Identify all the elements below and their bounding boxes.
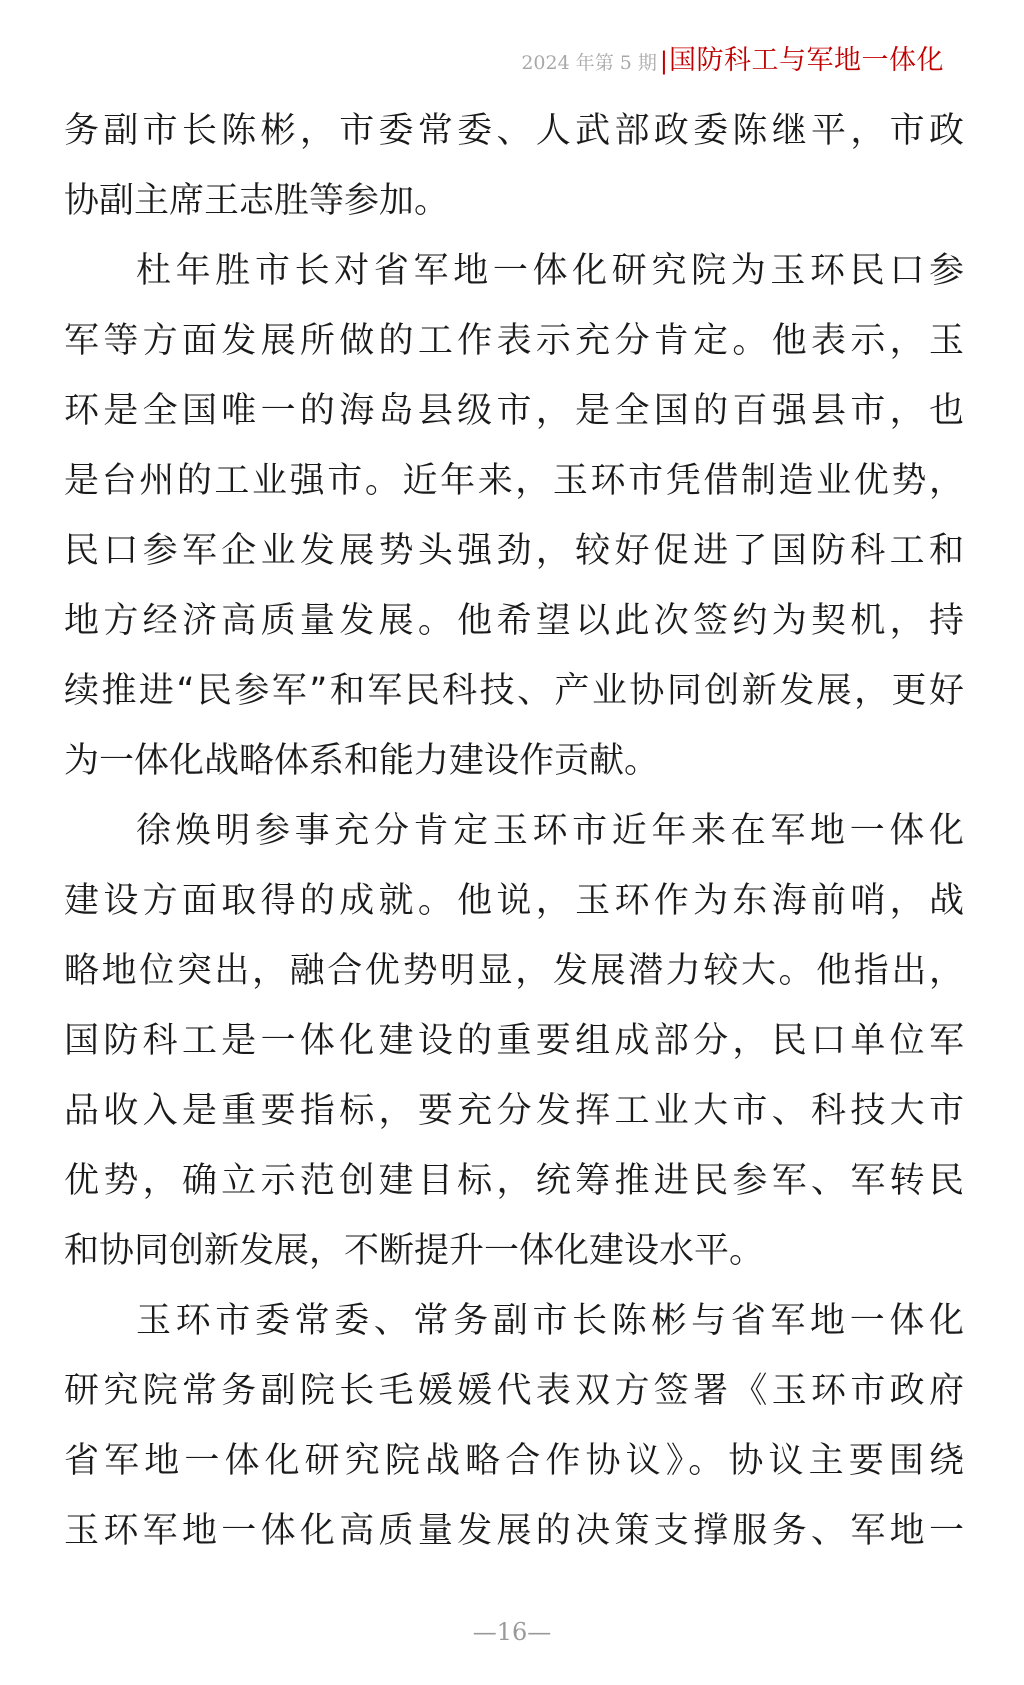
text-line: 研究院常务副院长毛媛媛代表双方签署《玉环市政府 bbox=[64, 1371, 964, 1411]
text-line: 协副主席王志胜等参加。 bbox=[64, 181, 450, 221]
journal-title: 国防科工与军地一体化 bbox=[669, 45, 944, 76]
text-line: 地方经济高质量发展。他希望以此次签约为契机，持 bbox=[64, 601, 964, 641]
text-line: 玉环市委常委、常务副市长陈彬与省军地一体化 bbox=[136, 1301, 964, 1341]
header-separator: | bbox=[659, 47, 668, 75]
text-line: 徐焕明参事充分肯定玉环市近年来在军地一体化 bbox=[136, 811, 964, 851]
text-line: 和协同创新发展，不断提升一体化建设水平。 bbox=[64, 1231, 765, 1271]
issue-label: 2024 年第 5 期 bbox=[521, 52, 657, 74]
text-line: 玉环军地一体化高质量发展的决策支撑服务、军地一 bbox=[64, 1511, 964, 1551]
text-line: 略地位突出，融合优势明显，发展潜力较大。他指出， bbox=[64, 951, 964, 991]
text-line: 务副市长陈彬，市委常委、人武部政委陈继平，市政 bbox=[64, 111, 964, 151]
text-line: 续推进“民参军”和军民科技、产业协同创新发展，更好 bbox=[64, 671, 964, 711]
text-line: 建设方面取得的成就。他说，玉环作为东海前哨，战 bbox=[64, 881, 964, 921]
text-line: 品收入是重要指标，要充分发挥工业大市、科技大市 bbox=[64, 1091, 964, 1131]
text-line: 杜年胜市长对省军地一体化研究院为玉环民口参 bbox=[136, 251, 964, 291]
text-line: 省军地一体化研究院战略合作协议》。协议主要围绕 bbox=[64, 1441, 964, 1481]
text-line: 优势，确立示范创建目标，统筹推进民参军、军转民 bbox=[64, 1161, 964, 1201]
text-line: 是台州的工业强市。近年来，玉环市凭借制造业优势， bbox=[64, 461, 964, 501]
text-line: 环是全国唯一的海岛县级市，是全国的百强县市，也 bbox=[64, 391, 964, 431]
page-number: —16— bbox=[472, 1618, 552, 1646]
page-header bbox=[521, 38, 944, 77]
text-line: 为一体化战略体系和能力建设作贡献。 bbox=[64, 741, 660, 781]
article-body bbox=[64, 96, 964, 1566]
text-line: 国防科工是一体化建设的重要组成部分，民口单位军 bbox=[64, 1021, 964, 1061]
text-line: 民口参军企业发展势头强劲，较好促进了国防科工和 bbox=[64, 531, 964, 571]
text-line: 军等方面发展所做的工作表示充分肯定。他表示，玉 bbox=[64, 321, 964, 361]
